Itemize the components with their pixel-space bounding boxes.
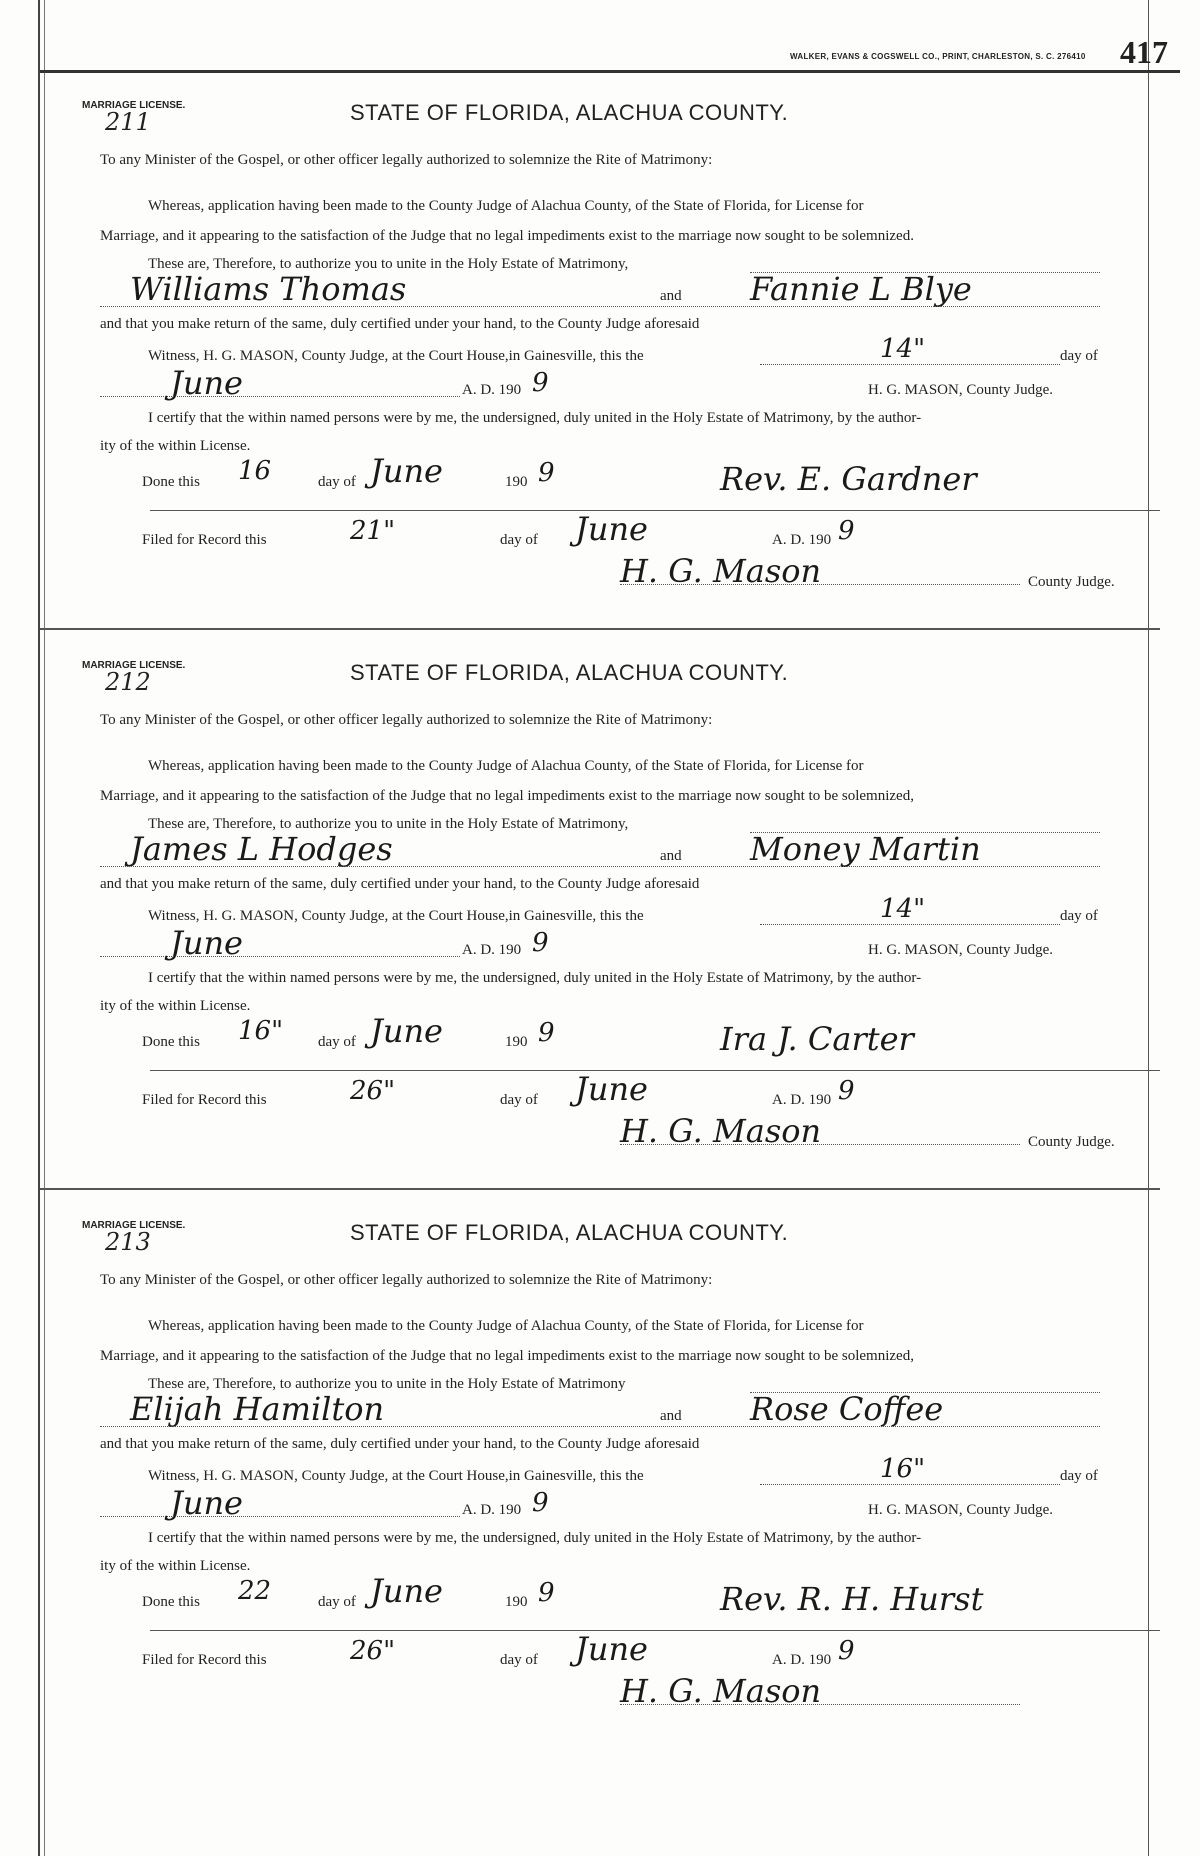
bride-name: Rose Coffee: [750, 1390, 944, 1428]
done-day-of-label: day of: [318, 1034, 356, 1050]
witness-line: Witness, H. G. MASON, County Judge, at the Court House,in Gainesville, this the: [148, 908, 644, 924]
groom-name: Williams Thomas: [130, 270, 407, 308]
filed-year-digit: 9: [838, 516, 855, 546]
state-county-title: STATE OF FLORIDA, ALACHUA COUNTY.: [350, 660, 789, 685]
done-this-label: Done this: [142, 474, 200, 490]
return-line: and that you make return of the same, duly certified under your hand, to the County Judge aforesaid: [100, 1436, 700, 1452]
witness-line: Witness, H. G. MASON, County Judge, at the Court House,in Gainesville, this the: [148, 348, 644, 364]
license-number: 212: [105, 668, 151, 696]
state-county-title: STATE OF FLORIDA, ALACHUA COUNTY.: [350, 1220, 789, 1245]
done-month: June: [370, 452, 443, 490]
done-day-of-label: day of: [318, 1594, 356, 1610]
section-rule: [150, 1630, 1160, 1631]
license-number: 213: [105, 1228, 151, 1256]
filed-day: 21": [350, 516, 396, 546]
judge-signature: H. G. Mason: [620, 1112, 822, 1150]
judge-signature: H. G. Mason: [620, 552, 822, 590]
dotted-line: [100, 866, 1100, 867]
license-label: MARRIAGE LICENSE.: [82, 660, 186, 671]
groom-name: Elijah Hamilton: [130, 1390, 385, 1428]
bride-name: Money Martin: [750, 830, 981, 868]
certify-line-2: ity of the within License.: [100, 998, 251, 1014]
ad-label: A. D. 190: [462, 1502, 522, 1518]
judge-title: H. G. MASON, County Judge.: [868, 1502, 1054, 1518]
dotted-line: [620, 1144, 1020, 1145]
certify-line-1: I certify that the within named persons were by me, the undersigned, duly united in the Holy Estate of Matrimony, by the author-: [148, 970, 922, 986]
therefore-line: These are, Therefore, to authorize you to unite in the Holy Estate of Matrimony,: [148, 256, 629, 272]
done-month: June: [370, 1012, 443, 1050]
done-this-label: Done this: [142, 1034, 200, 1050]
ad-label: A. D. 190: [462, 382, 522, 398]
done-year-prefix: 190: [505, 1034, 528, 1050]
done-day-of-label: day of: [318, 474, 356, 490]
done-year-prefix: 190: [505, 474, 528, 490]
return-line: and that you make return of the same, duly certified under your hand, to the County Judge aforesaid: [100, 876, 700, 892]
filed-month: June: [575, 510, 648, 548]
whereas-line-1: Whereas, application having been made to the County Judge of Alachua County, of the State of Florida, for License for: [148, 758, 864, 774]
officiant-signature: Ira J. Carter: [720, 1020, 914, 1058]
filed-day-of-label: day of: [500, 1652, 538, 1668]
section-rule: [150, 510, 1160, 511]
page-border-left: [38, 0, 40, 1856]
whereas-line-2: Marriage, and it appearing to the satisfaction of the Judge that no legal impediments exist to the marriage now sought to be solemnized,: [100, 1348, 914, 1364]
judge-title: H. G. MASON, County Judge.: [868, 942, 1054, 958]
done-day: 22: [238, 1576, 272, 1606]
dotted-line: [620, 1704, 1020, 1705]
state-county-title: STATE OF FLORIDA, ALACHUA COUNTY.: [350, 100, 789, 125]
license-label: MARRIAGE LICENSE.: [82, 1220, 186, 1231]
issue-year-digit: 9: [532, 928, 549, 958]
page-border-left-inner: [44, 0, 45, 1856]
filed-day: 26": [350, 1636, 396, 1666]
filed-ad-label: A. D. 190: [772, 532, 832, 548]
issue-day: 14": [880, 334, 926, 364]
and-label: and: [660, 1408, 682, 1424]
county-judge-label: County Judge.: [1028, 574, 1115, 590]
section-divider: [40, 1188, 1160, 1190]
done-day: 16": [238, 1016, 284, 1046]
section-rule: [150, 1070, 1160, 1071]
judge-title: H. G. MASON, County Judge.: [868, 382, 1054, 398]
filed-month: June: [575, 1630, 648, 1668]
issue-year-digit: 9: [532, 1488, 549, 1518]
and-label: and: [660, 288, 682, 304]
dotted-line: [100, 1426, 1100, 1427]
page-number: 417: [1120, 34, 1168, 70]
day-of-label: day of: [1060, 1468, 1098, 1484]
section-divider: [40, 628, 1160, 630]
filed-label: Filed for Record this: [142, 1092, 267, 1108]
issue-month: June: [170, 364, 243, 402]
ad-label: A. D. 190: [462, 942, 522, 958]
return-line: and that you make return of the same, duly certified under your hand, to the County Judge aforesaid: [100, 316, 700, 332]
dotted-line: [760, 364, 1060, 365]
filed-label: Filed for Record this: [142, 1652, 267, 1668]
whereas-line-1: Whereas, application having been made to the County Judge of Alachua County, of the State of Florida, for License for: [148, 1318, 864, 1334]
salutation: To any Minister of the Gospel, or other officer legally authorized to solemnize the Rite of Matrimony:: [100, 712, 713, 728]
done-day: 16: [238, 456, 272, 486]
certify-line-1: I certify that the within named persons were by me, the undersigned, duly united in the Holy Estate of Matrimony, by the author-: [148, 410, 922, 426]
whereas-line-1: Whereas, application having been made to the County Judge of Alachua County, of the State of Florida, for License for: [148, 198, 864, 214]
day-of-label: day of: [1060, 908, 1098, 924]
filed-ad-label: A. D. 190: [772, 1652, 832, 1668]
done-year-digit: 9: [538, 458, 555, 488]
done-year-digit: 9: [538, 1578, 555, 1608]
issue-month: June: [170, 1484, 243, 1522]
issue-month: June: [170, 924, 243, 962]
done-this-label: Done this: [142, 1594, 200, 1610]
dotted-line: [760, 924, 1060, 925]
license-label: MARRIAGE LICENSE.: [82, 100, 186, 111]
therefore-line: These are, Therefore, to authorize you to unite in the Holy Estate of Matrimony: [148, 1376, 626, 1392]
dotted-line: [100, 396, 460, 397]
dotted-line: [100, 1516, 460, 1517]
filed-year-digit: 9: [838, 1076, 855, 1106]
certify-line-1: I certify that the within named persons were by me, the undersigned, duly united in the Holy Estate of Matrimony, by the author-: [148, 1530, 922, 1546]
license-number: 211: [105, 108, 151, 136]
officiant-signature: Rev. R. H. Hurst: [720, 1580, 984, 1618]
filed-label: Filed for Record this: [142, 532, 267, 548]
printer-imprint: WALKER, EVANS & COGSWELL CO., PRINT, CHARLESTON, S. C. 276410: [790, 52, 1086, 61]
salutation: To any Minister of the Gospel, or other officer legally authorized to solemnize the Rite of Matrimony:: [100, 1272, 713, 1288]
and-label: and: [660, 848, 682, 864]
dotted-line: [100, 306, 1100, 307]
filed-day: 26": [350, 1076, 396, 1106]
salutation: To any Minister of the Gospel, or other officer legally authorized to solemnize the Rite of Matrimony:: [100, 152, 713, 168]
county-judge-label: County Judge.: [1028, 1134, 1115, 1150]
dotted-line: [620, 584, 1020, 585]
filed-ad-label: A. D. 190: [772, 1092, 832, 1108]
certify-line-2: ity of the within License.: [100, 438, 251, 454]
issue-day: 14": [880, 894, 926, 924]
issue-year-digit: 9: [532, 368, 549, 398]
judge-signature: H. G. Mason: [620, 1672, 822, 1710]
page-border-right: [1148, 0, 1149, 1856]
dotted-line: [100, 956, 460, 957]
filed-day-of-label: day of: [500, 1092, 538, 1108]
officiant-signature: Rev. E. Gardner: [720, 460, 977, 498]
done-year-digit: 9: [538, 1018, 555, 1048]
done-month: June: [370, 1572, 443, 1610]
filed-day-of-label: day of: [500, 532, 538, 548]
witness-line: Witness, H. G. MASON, County Judge, at the Court House,in Gainesville, this the: [148, 1468, 644, 1484]
filed-year-digit: 9: [838, 1636, 855, 1666]
whereas-line-2: Marriage, and it appearing to the satisfaction of the Judge that no legal impediments exist to the marriage now sought to be solemnized.: [100, 228, 914, 244]
certify-line-2: ity of the within License.: [100, 1558, 251, 1574]
whereas-line-2: Marriage, and it appearing to the satisfaction of the Judge that no legal impediments exist to the marriage now sought to be solemnized,: [100, 788, 914, 804]
therefore-line: These are, Therefore, to authorize you to unite in the Holy Estate of Matrimony,: [148, 816, 629, 832]
filed-month: June: [575, 1070, 648, 1108]
bride-name: Fannie L Blye: [750, 270, 972, 308]
groom-name: James L Hodges: [130, 830, 393, 868]
done-year-prefix: 190: [505, 1594, 528, 1610]
header-rule: [40, 70, 1180, 73]
day-of-label: day of: [1060, 348, 1098, 364]
dotted-line: [760, 1484, 1060, 1485]
issue-day: 16": [880, 1454, 926, 1484]
